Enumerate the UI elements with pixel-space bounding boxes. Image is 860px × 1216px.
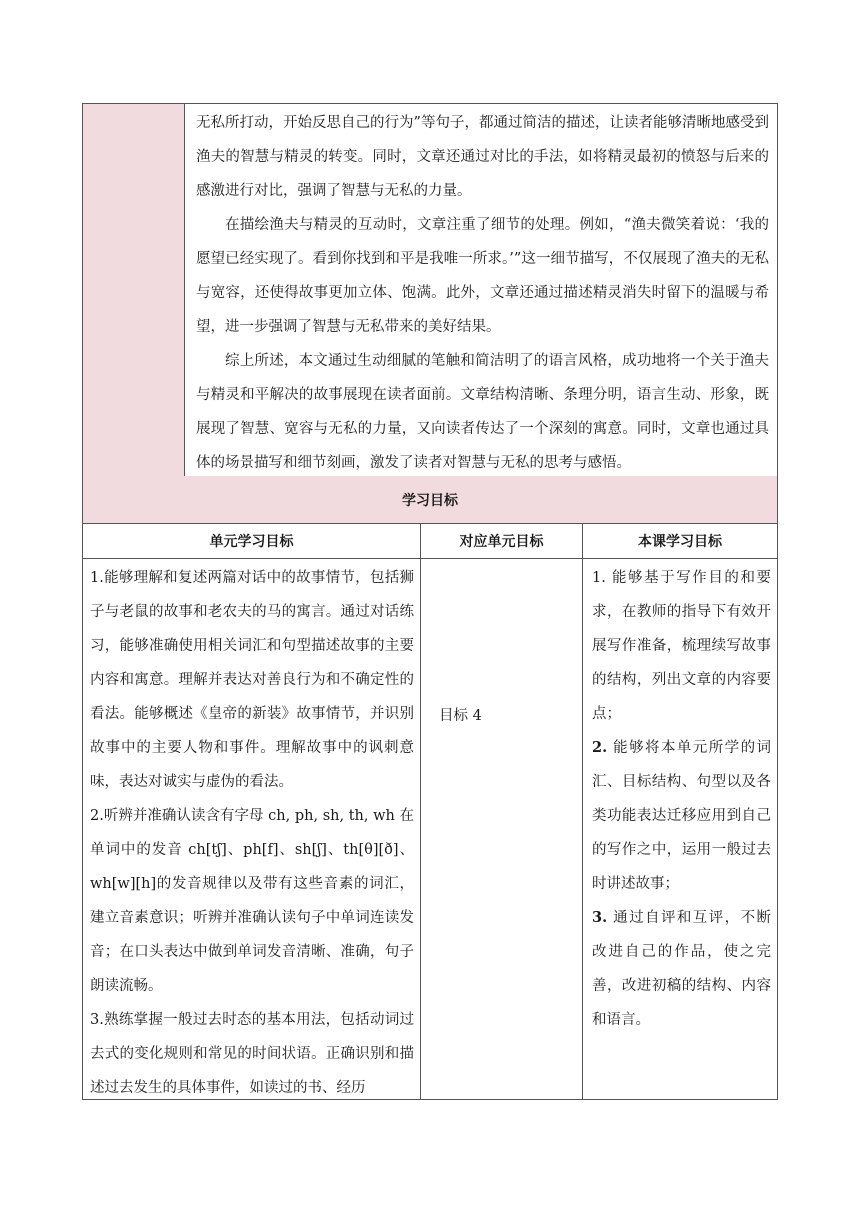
- label-cell: [82, 103, 184, 477]
- unit-goal-1: 1.能够理解和复述两篇对话中的故事情节，包括狮子与老鼠的故事和老农夫的马的寓言。通过对话练习，能够准确使用相关词汇和句型描述故事的主要内容和寓意。理解并表达对善良行为和不确定性的看法。能够概述《皇帝的新装》故事情节，并识别故事中的主要人物和事件。理解故事中的讽刺意味，表达对诚实与虚伪的看法。: [90, 570, 414, 790]
- mapped-goal-text: 目标 4: [439, 708, 482, 724]
- continuation-row: [82, 103, 778, 477]
- unit-goal-3: 3.熟练掌握一般过去时态的基本用法，包括动词过去式的变化规则和常见的时间状语。正确识别和描述过去发生的具体事件，如读过的书、经历: [90, 1012, 414, 1096]
- lesson-goal-text: 能够基于写作目的和要求，在教师的指导下有效开展写作准备，梳理续写故事的结构，列出文章的内容要点；: [592, 570, 771, 722]
- lesson-goal-number: 2.: [592, 739, 608, 756]
- lesson-goal-text: 通过自评和互评，不断改进自己的作品，使之完善，改进初稿的结构、内容和语言。: [592, 910, 771, 1028]
- paragraph: 在描绘渔夫与精灵的互动时，文章注重了细节的处理。例如，“渔夫微笑着说：‘我的愿望已经实现了。看到你找到和平是我唯一所求。’”这一细节描写，不仅展现了渔夫的无私与宽容，还使得故事更加立体、饱满。此外，文章还通过描述精灵消失时留下的温暖与希望，进一步强调了智慧与无私带来的美好结果。: [196, 217, 769, 335]
- unit-goal-2: 2.听辨并准确认读含有字母 ch, ph, sh, th, wh 在单词中的发音 ch[tʃ]、ph[f]、sh[ʃ]、th[θ][ð]、wh[w][h]的发音规律以及带有这些音素的词汇，建立音素意识；听辨并准确认读句子中单词连读发音；在口头表达中做到单词发音清晰、准确，句子朗读流畅。: [90, 808, 414, 994]
- paragraph: 无私所打动，开始反思自己的行为”等句子，都通过简洁的描述，让读者能够清晰地感受到渔夫的智慧与精灵的转变。同时，文章还通过对比的手法，如将精灵最初的愤怒与后来的感激进行对比，强调了智慧与无私的力量。: [196, 115, 769, 199]
- lesson-goal-text: 能够将本单元所学的词汇、目标结构、句型以及各类功能表达迁移应用到自己的写作之中，运用一般过去时讲述故事；: [592, 740, 771, 892]
- lesson-goal-1: [592, 561, 771, 731]
- analysis-text-cell: [184, 103, 778, 477]
- unit-goals-cell: [82, 559, 421, 1100]
- lesson-goals-cell: [583, 559, 778, 1100]
- lesson-goal-3: [592, 901, 771, 1037]
- lesson-goal-number: 3.: [592, 909, 608, 926]
- column-header-lesson-goals: 本课学习目标: [583, 524, 778, 559]
- column-header-unit-goals: 单元学习目标: [82, 524, 421, 559]
- goals-row: [82, 559, 778, 1100]
- lesson-goal-number: 1.: [592, 570, 606, 586]
- section-title: 学习目标: [82, 476, 778, 524]
- mapped-goal-cell: [421, 559, 583, 1100]
- column-header-row: [82, 524, 778, 559]
- paragraph: 综上所述，本文通过生动细腻的笔触和简洁明了的语言风格，成功地将一个关于渔夫与精灵和平解决的故事展现在读者面前。文章结构清晰、条理分明，语言生动、形象，既展现了智慧、宽容与无私的力量，又向读者传达了一个深刻的寓意。同时，文章也通过具体的场景描写和细节刻画，激发了读者对智慧与无私的思考与感悟。: [196, 353, 769, 471]
- column-header-mapped-goal: 对应单元目标: [421, 524, 583, 559]
- lesson-goal-2: [592, 731, 771, 901]
